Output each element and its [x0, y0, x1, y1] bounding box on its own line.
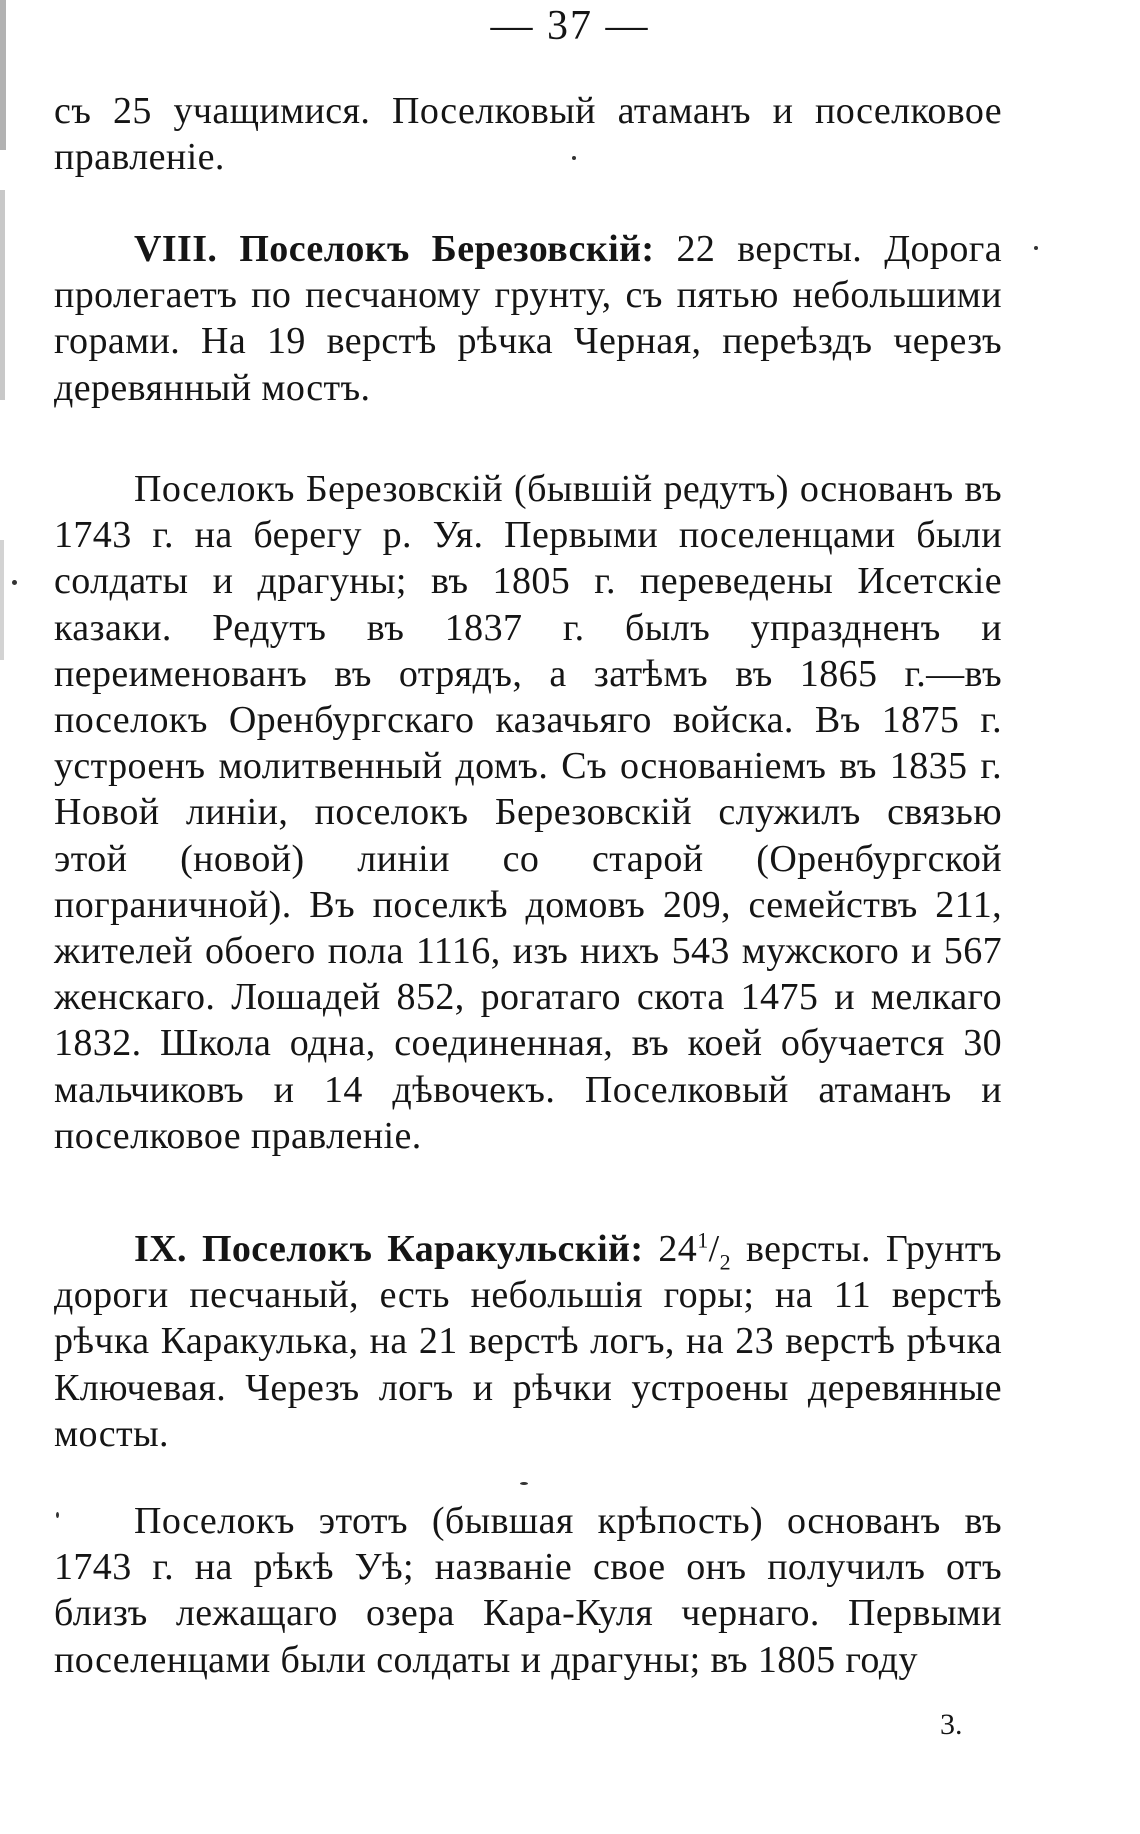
section-ix-heading: IX. Поселокъ Каракульскій: [134, 1228, 644, 1270]
print-speck [520, 1482, 528, 1485]
karakulsky-history-paragraph [54, 1498, 1002, 1683]
scan-edge-mark [0, 190, 5, 400]
section-ix-route: версты. Грунтъ дороги песчаный, есть небольшія горы; на 11 верстѣ рѣчка Каракулька, на 21 верстѣ логъ, на 23 верстѣ рѣчка Ключевая. Черезъ логъ и рѣчки устроены деревянные мосты. [54, 1228, 1002, 1455]
signature-mark: 3. [940, 1708, 963, 1741]
section-viii-paragraph [54, 226, 1002, 411]
berezovsky-history-paragraph [54, 466, 1002, 1159]
section-viii-route: 22 версты. Дорога пролегаетъ по песчаному грунту, съ пятью небольшими горами. На 19 верстѣ рѣчка Черная, переѣздъ черезъ деревянный мостъ. [54, 228, 1002, 409]
paragraph-continuation: съ 25 учащимися. Поселковый атаманъ и поселковое правленіе. [54, 90, 1002, 179]
fraction-slash: / [708, 1228, 720, 1270]
section-ix-distance: 24 [643, 1228, 698, 1270]
karakulsky-history-text: Поселокъ этотъ (бывшая крѣпость) основанъ въ 1743 г. на рѣкѣ Уѣ; названіе свое онъ получилъ отъ близъ лежащаго озера Кара-Куля чернаго. Первыми поселенцами были солдаты и драгуны; въ 1805 году [54, 1500, 1002, 1681]
fraction-denominator: 2 [719, 1249, 731, 1275]
section-viii-heading: VIII. Поселокъ Березовскій: [134, 228, 655, 270]
section-ix-paragraph [54, 1226, 1002, 1457]
page-number: — 37 — [490, 3, 650, 49]
fraction-numerator: 1 [697, 1227, 709, 1253]
berezovsky-history-text: Поселокъ Березовскій (бывшій редутъ) основанъ въ 1743 г. на берегу р. Уя. Первыми поселенцами были солдаты и драгуны; въ 1805 г. переведены Исетскіе казаки. Редутъ въ 1837 г. былъ упраздненъ и переименованъ въ отрядъ, а затѣмъ въ 1865 г.—въ поселокъ Оренбургскаго казачьяго войска. Въ 1875 г. устроенъ молитвенный домъ. Съ основаніемъ въ 1835 г. Новой линіи, поселокъ Березовскій служилъ связью этой (новой) линіи со старой (Оренбургской пограничной). Въ поселкѣ домовъ 209, семействъ 211, жителей обоего пола 1116, изъ нихъ 543 мужского и 567 женскаго. Лошадей 852, рогатаго скота 1475 и мелкаго 1832. Школа одна, соединенная, въ коей обучается 30 мальчиковъ и 14 дѣвочекъ. Поселковый атаманъ и поселковое правленіе. [54, 468, 1002, 1157]
print-speck [12, 580, 17, 585]
print-speck [1034, 246, 1038, 250]
scan-edge-mark [0, 540, 4, 660]
